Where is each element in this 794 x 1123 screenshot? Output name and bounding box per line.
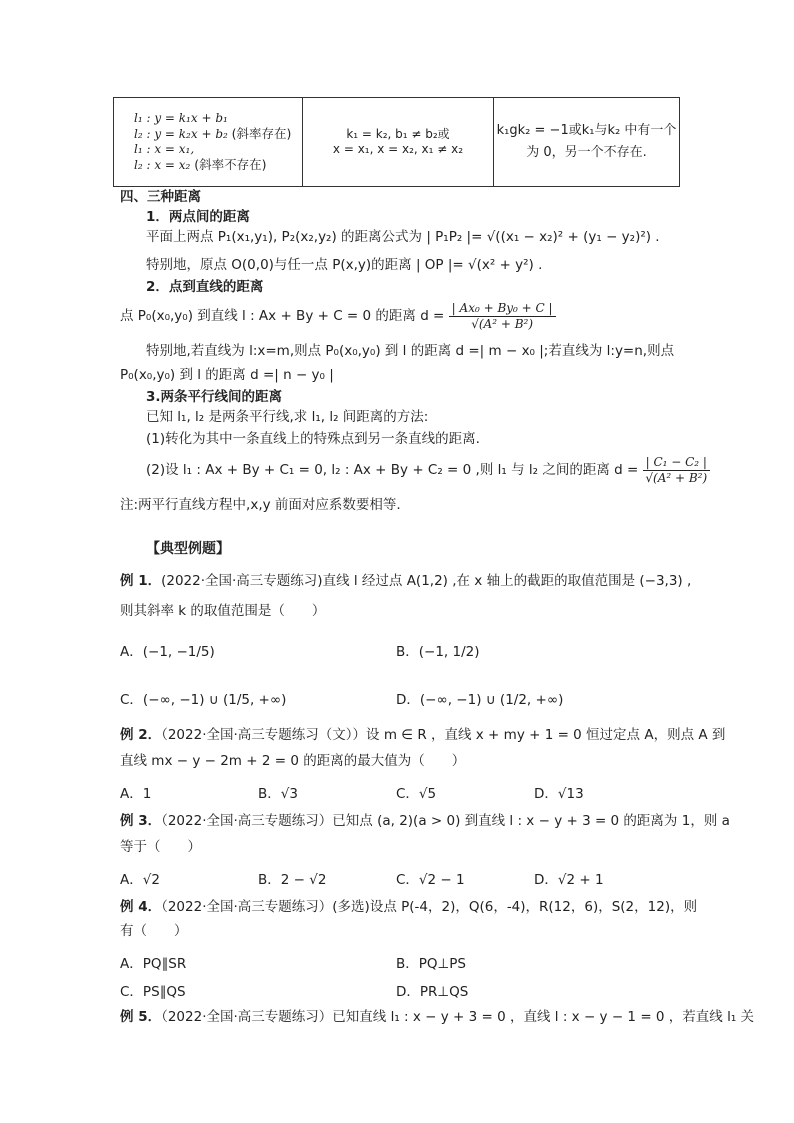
example-4-option-a: A．PQ∥SR [120,956,187,972]
point-line-distance-formula: 点 P₀(x₀,y₀) 到直线 l : Ax + By + C = 0 的距离 d = $\frac{\text{| Ax₀ + By₀ + C |}}{\text{√(A² + B²)}}$ [120,298,556,334]
parallel-lines-method-1: (1)转化为其中一条直线上的特殊点到另一条直线的距离. [146,431,480,447]
examples-heading: 【典型例题】 [146,541,230,557]
example-4-option-b: B．PQ⊥PS [396,956,466,972]
special-case-horizontal-line: P₀(x₀,y₀) 到 l 的距离 d =| n − y₀ | [120,367,334,383]
subsection-title-1: 1．两点间的距离 [146,209,250,225]
example-4-option-c: C．PS∥QS [120,984,186,1000]
parallel-perpendicular-table [113,97,680,187]
equation-l1-vertical: l₁ : x = x₁, [134,142,195,156]
two-point-distance-formula: 平面上两点 P₁(x₁,y₁), P₂(x₂,y₂) 的距离公式为 | P₁P₂ |= √((x₁ − x₂)² + (y₁ − y₂)²) . [146,229,660,245]
example-4-line-1: 例 4．（2022·全国·高三专题练习）(多选)设点 P(-4，2)，Q(6，-4)，R(12，6)，S(2，12)，则 [120,899,698,915]
parallel-condition-1: k₁ = k₂, b₁ ≠ b₂或 [346,127,450,141]
parallel-lines-note: 注:两平行直线方程中,x,y 前面对应系数要相等. [120,497,401,513]
example-4-option-d: D．PR⊥QS [396,984,469,1000]
example-1-label: 例 1． [120,573,162,589]
example-4-line-2: 有（ ） [120,923,188,939]
example-3-line-2: 等于（ ） [120,839,201,855]
example-2-line-1: 例 2．（2022·全国·高三专题练习（文））设 m ∈ R ，直线 x + my + 1 = 0 恒过定点 A，则点 A 到 [120,727,726,743]
special-case-vertical-line: 特别地,若直线为 l:x=m,则点 P₀(x₀,y₀) 到 l 的距离 d =| m − x₀ |;若直线为 l:y=n,则点 [146,343,675,359]
example-1-option-a: A．(−1, −1/5) [120,644,215,660]
parallel-lines-distance-formula: (2)设 l₁ : Ax + By + C₁ = 0, l₂ : Ax + By + C₂ = 0 ,则 l₁ 与 l₂ 之间的距离 d = $\frac{\text{| C₁ − C₂ |}}{\text{√(A² + B²)}}$ [146,452,710,488]
example-1-line-1: 例 1．(2022·全国·高三专题练习)直线 l 经过点 A(1,2) ,在 x 轴上的截距的取值范围是 (−3,3) , [120,573,692,589]
example-2-option-a: A．1 [120,786,152,802]
example-1-option-b: B．(−1, 1/2) [396,644,480,660]
parallel-condition-2: x = x₁, x = x₂, x₁ ≠ x₂ [332,142,464,156]
example-3-option-a: A．√2 [120,872,160,888]
example-2-line-2: 直线 mx − y − 2m + 2 = 0 的距离的最大值为（ ） [120,753,466,769]
example-3-line-1: 例 3．（2022·全国·高三专题练习）已知点 (a, 2)(a > 0) 到直线 l : x − y + 3 = 0 的距离为 1，则 a [120,813,730,829]
example-1-line-2: 则其斜率 k 的取值范围是（ ） [120,603,326,619]
origin-distance-formula: 特别地，原点 O(0,0)与任一点 P(x,y)的距离 | OP |= √(x² + y²) . [146,257,543,273]
table-cell-perpendicular-condition [494,98,680,187]
subsection-title-2: 2．点到直线的距离 [146,279,264,295]
example-4-label: 例 4． [120,899,162,915]
example-1-option-c: C．(−∞, −1) ∪ (1/5, +∞) [120,692,287,708]
equation-l2-slope: l₂ : y = k₂x + b₂ [134,127,228,141]
example-3-label: 例 3． [120,813,162,829]
example-5-label: 例 5． [120,1009,162,1025]
example-2-option-d: D．√13 [534,786,584,802]
example-1-option-d: D．(−∞, −1) ∪ (1/2, +∞) [396,692,564,708]
subsection-title-3: 3.两条平行线间的距离 [146,389,283,405]
example-3-option-d: D．√2 + 1 [534,872,604,888]
table-cell-equations [114,98,303,187]
perpendicular-condition-1: k₁gk₂ = −1或k₁与k₂ 中有一个 [496,123,677,138]
example-5-line-1: 例 5．（2022·全国·高三专题练习）已知直线 l₁ : x − y + 3 = 0 ，直线 l : x − y − 1 = 0 ，若直线 l₁ 关 [120,1009,755,1025]
example-3-option-b: B．2 − √2 [258,872,327,888]
parallel-lines-distance-fraction: $\frac{\text{| C₁ − C₂ |}}{\text{√(A² + B²)}}$ [643,455,710,486]
perpendicular-condition-2: 为 0，另一个不存在. [526,145,647,160]
section-title: 四、三种距离 [120,189,201,205]
example-3-option-c: C．√2 − 1 [396,872,465,888]
equation-l2-vertical: l₂ : x = x₂ [134,158,191,172]
parallel-lines-method-intro: 已知 l₁, l₂ 是两条平行线,求 l₁, l₂ 间距离的方法: [146,409,429,425]
table-cell-parallel-condition [303,98,494,187]
example-2-label: 例 2． [120,727,162,743]
note-slope-not-exists: (斜率不存在) [194,157,267,172]
note-slope-exists: (斜率存在) [231,126,292,141]
example-2-option-b: B．√3 [258,786,298,802]
example-2-option-c: C．√5 [396,786,437,802]
point-line-distance-fraction: $\frac{\text{| Ax₀ + By₀ + C |}}{\text{√(A² + B²)}}$ [449,301,556,332]
equation-l1-slope: l₁ : y = k₁x + b₁ [134,111,228,125]
